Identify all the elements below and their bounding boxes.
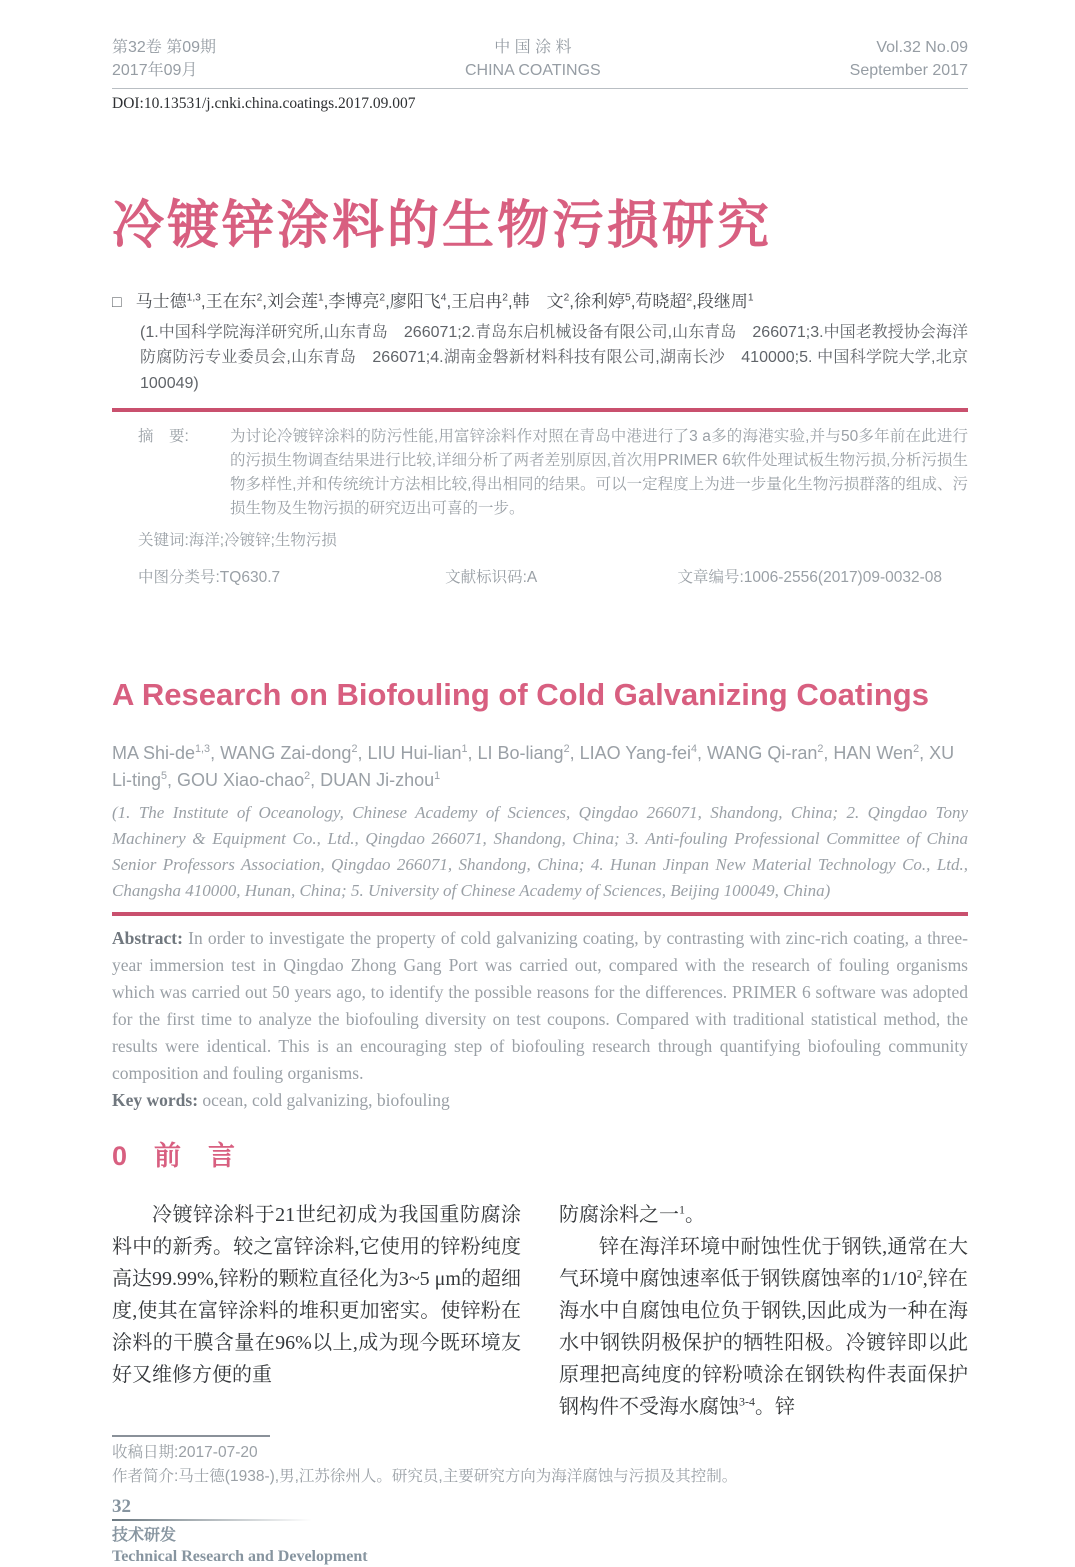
- pink-rule-top: [112, 408, 968, 412]
- journal-header: [112, 36, 968, 82]
- intro-paragraph-1: 冷镀锌涂料于21世纪初成为我国重防腐涂料中的新秀。较之富锌涂料,它使用的锌粉纯度高达99.99%,锌粉的颗粒直径化为3~5 μm的超细度,使其在富锌涂料的堆积更加密实。使锌粉在涂料的干膜含量在96%以上,成为现今既环境友好又维修方便的重: [112, 1204, 521, 1387]
- authors-en: MA Shi-de$^{1,3}$, WANG Zai-dong$^2$, LIU Hui-lian$^1$, LI Bo-liang$^2$, LIAO Yang-fei$^4$, WANG Qi-ran$^2$, HAN Wen$^2$, XU Li-ting$^5$, GOU Xiao-chao$^2$, DUAN Ji-zhou$^1$: [112, 743, 955, 791]
- page-number: 32: [112, 1496, 131, 1518]
- column-name-cn: 技术研发: [112, 1527, 177, 1545]
- footnote-divider: [112, 1435, 270, 1437]
- author-bio: 作者简介:马士德(1938-),男,江苏徐州人。研究员,主要研究方向为海洋腐蚀与污损及其控制。: [112, 1468, 738, 1486]
- article-id: 文章编号:1006-2556(2017)09-0032-08: [677, 569, 943, 587]
- journal-name-en: CHINA COATINGS: [465, 62, 601, 79]
- column-name-en: Technical Research and Development: [112, 1548, 368, 1566]
- journal-date-cn: 2017年09月: [112, 62, 198, 79]
- body-column-right: [559, 1199, 968, 1423]
- keywords-cn: 关键词:海洋;冷镀锌;生物污损: [138, 532, 337, 550]
- body-columns: [112, 1199, 968, 1423]
- affiliations-en: (1. The Institute of Oceanology, Chinese Academy of Sciences, Qingdao 266071, Shandong, China; 2. Qingdao Tony Machinery & Equipment Co., Ltd., Qingdao 266071, Shandong, China; 3. Anti-fouling Professional Committee of China Senior Professors Association, Qingdao 266071, Shandong, China; 4. Hunan Jinpan New Material Technology Co., Ltd., Changsha 410000, Hunan, China; 5. University of Chinese Academy of Sciences, Beijing 100049, China): [112, 803, 968, 901]
- journal-page: [112, 0, 968, 1567]
- clc-number: 中图分类号:TQ630.7: [138, 569, 281, 587]
- intro-paragraph-1-continued: 防腐涂料之一$^1$。: [559, 1202, 705, 1227]
- authors-cn: [112, 289, 968, 315]
- journal-name-cn: 中 国 涂 料: [494, 39, 572, 56]
- article-meta-cn: [112, 566, 968, 590]
- header-left: [112, 36, 216, 82]
- page-footer: [112, 1497, 968, 1567]
- pink-rule-middle: [112, 912, 968, 916]
- body-column-left: [112, 1199, 521, 1423]
- keywords-text-en: ocean, cold galvanizing, biofouling: [198, 1090, 450, 1111]
- keywords-en: [112, 1087, 968, 1114]
- paper-title-en: A Research on Biofouling of Cold Galvanizing Coatings: [112, 677, 929, 713]
- keywords-label-en: Key words:: [112, 1090, 199, 1111]
- footnote-block: [112, 1435, 968, 1489]
- abstract-en: [112, 925, 968, 1087]
- affiliations-cn: (1.中国科学院海洋研究所,山东青岛 266071;2.青岛东启机械设备有限公司,山东青岛 266071;3.中国老教授协会海洋防腐防污专业委员会,山东青岛 266071;4.湖南金磐新材料科技有限公司,湖南长沙 410000;5. 中国科学院大学,北京100049): [140, 323, 968, 392]
- paper-title-cn: 冷镀锌涂料的生物污损研究: [112, 197, 773, 255]
- page-number-rule: [112, 1519, 312, 1521]
- square-marker-icon: □: [112, 293, 122, 311]
- document-code: 文献标识码:A: [445, 569, 538, 587]
- abstract-text-en: In order to investigate the property of cold galvanizing coating, by contrasting with zinc-rich coating, a three-year immersion test in Qingdao Zhong Gang Port was carried out, compared with the research of fouling organisms which was carried out 50 years ago, to identify the possible reasons for the differences. PRIMER 6 software was adopted for the first time to analyze the biofouling diversity on test coupons. Compared with traditional statistical method, the results were identical. This is an encouraging step of biofouling research through quantifying biofouling community composition and fouling organisms.: [112, 928, 968, 1084]
- journal-volume-cn: 第32卷 第09期: [112, 39, 217, 56]
- abstract-cn: [112, 425, 968, 521]
- authors-cn-names: 马士德$^{1,3}$,王在东$^2$,刘会莲$^1$,李博亮$^2$,廖阳飞$^4$,王启冉$^2$,韩 文$^2$,徐利婷$^5$,苟晓超$^2$,段继周$^1$: [135, 291, 754, 311]
- abstract-text-cn: 为讨论冷镀锌涂料的防污性能,用富锌涂料作对照在青岛中港进行了3 a多的海港实验,并与50多年前在此进行的污损生物调查结果进行比较,详细分析了两者差别原因,首次用PRIMER 6软件处理试板生物污损,分析污损生物多样性,并和传统统计方法相比较,得出相同的结果。可以一定程度上为进一步量化生物污损群落的组成、污损生物及生物污损的研究迈出可喜的一步。: [230, 428, 968, 518]
- received-date: 收稿日期:2017-07-20: [112, 1444, 258, 1462]
- journal-volume-en: Vol.32 No.09: [876, 39, 968, 56]
- journal-date-en: September 2017: [849, 62, 968, 79]
- intro-paragraph-2: 锌在海洋环境中耐蚀性优于钢铁,通常在大气环境中腐蚀速率低于钢铁腐蚀率的$1/10^2$,锌在海水中自腐蚀电位负于钢铁,因此成为一种在海水中钢铁阴极保护的牺牲阳极。冷镀锌即以此原理把高纯度的锌粉喷涂在钢铁构件表面保护钢构件不受海水腐蚀$^{3-4}$。锌: [559, 1236, 969, 1419]
- abstract-label-en: Abstract:: [112, 928, 183, 949]
- abstract-label-cn: 摘 要:: [138, 428, 189, 446]
- header-divider: [112, 88, 968, 89]
- section-heading-intro: 0 前 言: [112, 1141, 236, 1172]
- header-center: [465, 36, 601, 82]
- doi-line: DOI:10.13531/j.cnki.china.coatings.2017.09.007: [112, 95, 416, 112]
- header-right: [850, 36, 968, 82]
